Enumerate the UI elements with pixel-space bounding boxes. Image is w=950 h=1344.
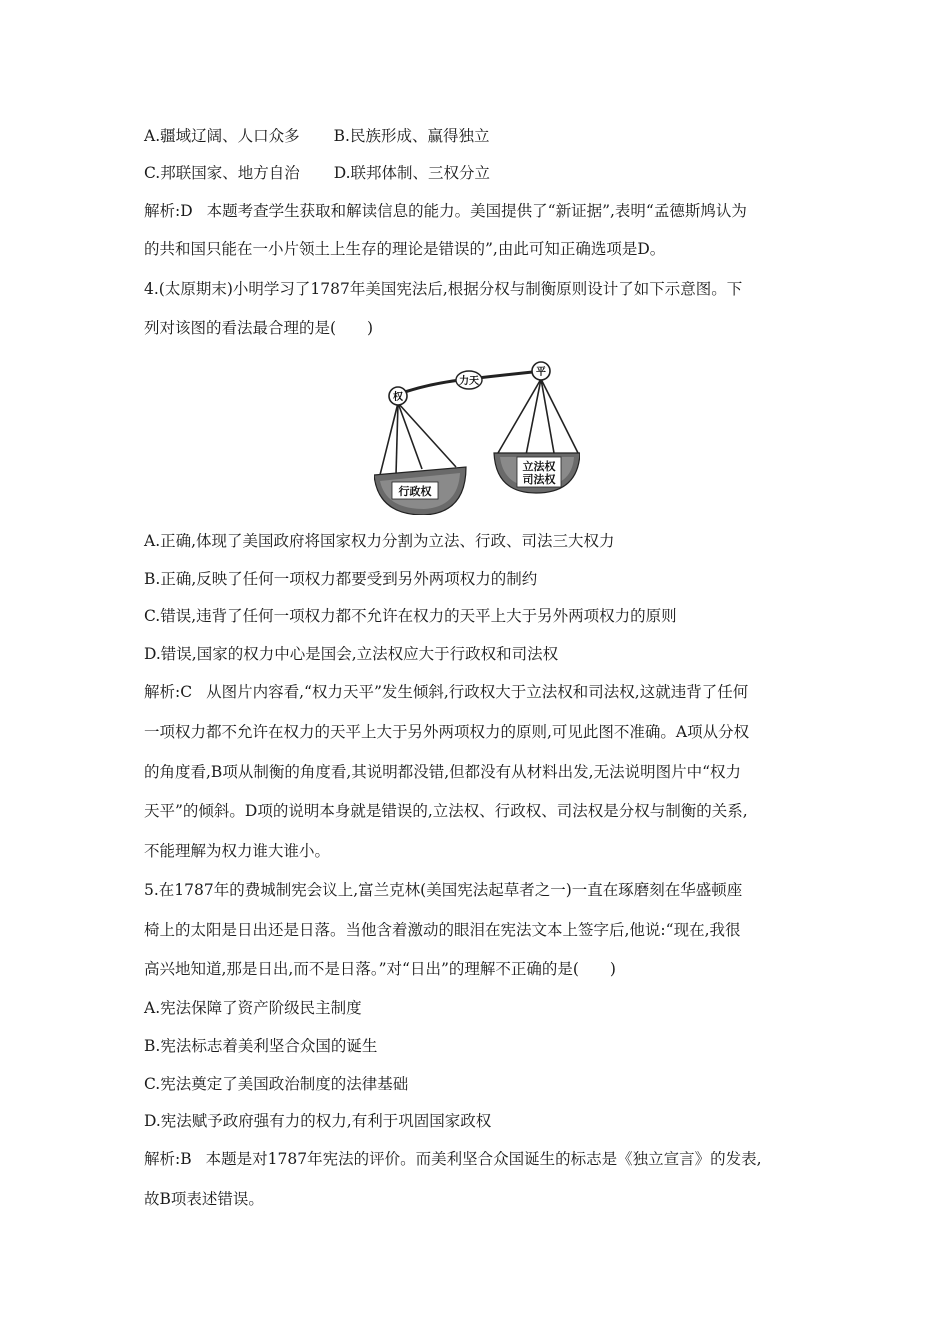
analysis-text: 本题考查学生获取和解读信息的能力。美国提供了“新证据”,表明“孟德斯鸠认为 bbox=[206, 202, 747, 220]
option-d: D.宪法赋予政府强有力的权力,有利于巩固国家政权 bbox=[144, 1112, 492, 1130]
option-c: C.错误,违背了任何一项权力都不允许在权力的天平上大于另外两项权力的原则 bbox=[144, 607, 677, 625]
analysis-label: 解析:B bbox=[144, 1150, 192, 1168]
right-pan-label-line2: 司法权 bbox=[522, 473, 556, 486]
option-a: A.正确,体现了美国政府将国家权力分割为立法、行政、司法三大权力 bbox=[144, 532, 615, 550]
right-hanger-lines bbox=[498, 379, 578, 455]
analysis-line bbox=[144, 201, 747, 221]
text-line: 的共和国只能在一小片领土上生存的理论是错误的”,由此可知正确选项是D。 bbox=[144, 240, 666, 258]
center-knob-label: 力天 bbox=[459, 376, 479, 387]
option-d: D.联邦体制、三权分立 bbox=[333, 164, 491, 182]
text-line: 故B项表述错误。 bbox=[144, 1190, 264, 1208]
analysis-line bbox=[144, 1149, 762, 1169]
left-pan-label: 行政权 bbox=[398, 485, 432, 498]
balance-scale-figure bbox=[374, 357, 580, 515]
option-line bbox=[144, 126, 489, 146]
option-b: B.民族形成、赢得独立 bbox=[333, 127, 490, 145]
question-4-stem: 4.(太原期末)小明学习了1787年美国宪法后,根据分权与制衡原则设计了如下示意图。下 bbox=[144, 280, 743, 298]
right-pan-label-line1: 立法权 bbox=[522, 460, 556, 473]
option-d: D.错误,国家的权力中心是国会,立法权应大于行政权和司法权 bbox=[144, 645, 559, 663]
option-a: A.宪法保障了资产阶级民主制度 bbox=[144, 999, 362, 1017]
question-4-stem-cont: 列对该图的看法最合理的是( ) bbox=[144, 319, 374, 337]
analysis-label: 解析:C bbox=[144, 683, 193, 701]
option-c: C.邦联国家、地方自治 bbox=[144, 164, 300, 182]
option-b: B.正确,反映了任何一项权力都要受到另外两项权力的制约 bbox=[144, 570, 538, 588]
option-c: C.宪法奠定了美国政治制度的法律基础 bbox=[144, 1075, 409, 1093]
analysis-label: 解析:D bbox=[144, 202, 193, 220]
left-knob-label: 权 bbox=[393, 392, 403, 403]
option-line bbox=[144, 163, 490, 183]
text-line: 天平”的倾斜。D项的说明本身就是错误的,立法权、行政权、司法权是分权与制衡的关系, bbox=[144, 802, 748, 820]
question-5-stem: 5.在1787年的费城制宪会议上,富兰克林(美国宪法起草者之一)一直在琢磨刻在华盛顿座 bbox=[144, 881, 743, 899]
text-line: 的角度看,B项从制衡的角度看,其说明都没错,但都没有从材料出发,无法说明图片中“权力 bbox=[144, 763, 742, 781]
analysis-text: 从图片内容看,“权力天平”发生倾斜,行政权大于立法权和司法权,这就违背了任何 bbox=[206, 683, 749, 701]
question-5-stem-cont: 高兴地知道,那是日出,而不是日落。”对“日出”的理解不正确的是( ) bbox=[144, 960, 616, 978]
text-line: 不能理解为权力谁大谁小。 bbox=[144, 842, 331, 860]
text-line: 一项权力都不允许在权力的天平上大于另外两项权力的原则,可见此图不准确。A项从分权 bbox=[144, 723, 750, 741]
analysis-text: 本题是对1787年宪法的评价。而美利坚合众国诞生的标志是《独立宣言》的发表, bbox=[205, 1150, 762, 1168]
left-hanger-lines bbox=[380, 403, 456, 475]
analysis-line bbox=[144, 682, 748, 702]
question-5-stem-cont: 椅上的太阳是日出还是日落。当他含着激动的眼泪在宪法文本上签字后,他说:“现在,我很 bbox=[144, 921, 741, 939]
right-knob-label: 平 bbox=[536, 367, 546, 378]
option-a: A.疆域辽阔、人口众多 bbox=[144, 127, 300, 145]
option-b: B.宪法标志着美利坚合众国的诞生 bbox=[144, 1037, 378, 1055]
